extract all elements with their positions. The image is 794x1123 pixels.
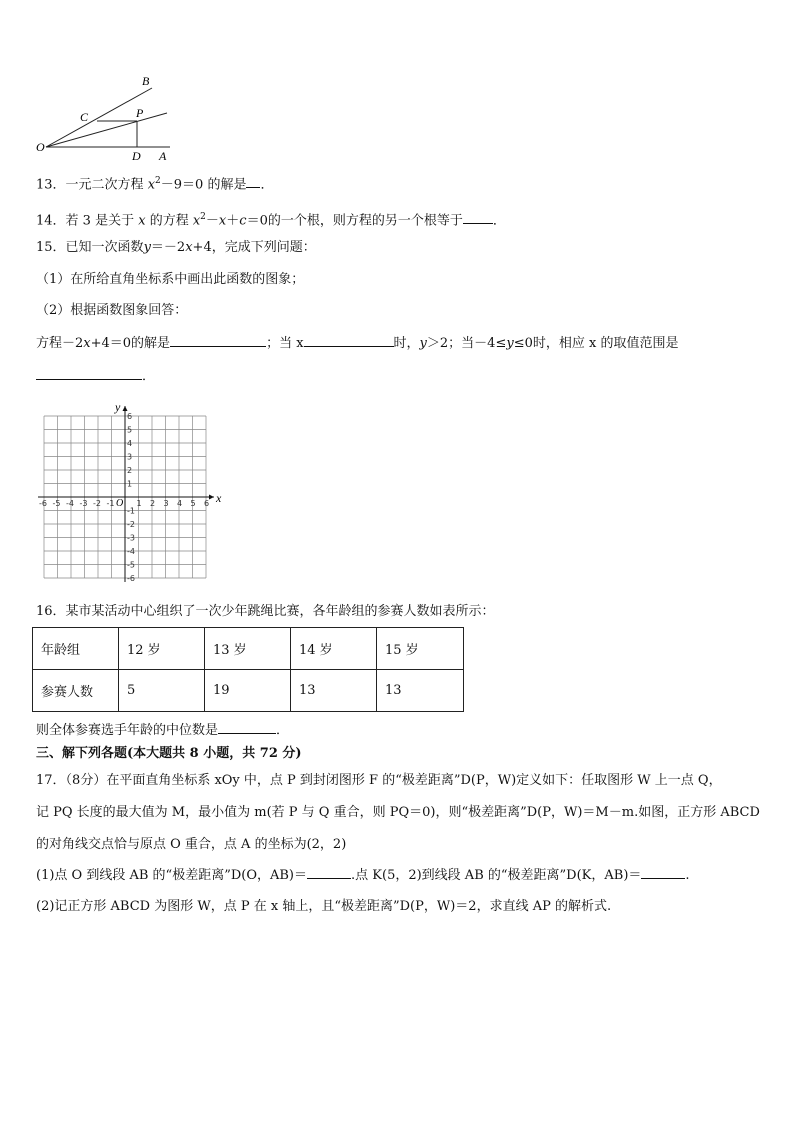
question-13: 13．一元二次方程 $x^2-9=0$ 的解是 ． (36, 176, 274, 193)
question-14: 14．若 3 是关于 x 的方程 $x^2-x+c=0$的一个根，则方程的另一个根等于 ． (36, 212, 506, 229)
x-tick-label: 4 (177, 499, 183, 508)
y-tick-label: 6 (127, 412, 133, 421)
answer-blank[interactable] (246, 174, 260, 188)
y-tick-label: 5 (127, 425, 133, 435)
x-tick-label: -1 (106, 499, 115, 508)
y-tick-label: 1 (127, 479, 133, 489)
table-cell: 参赛人数 (33, 670, 119, 712)
question-17-line-1: 17．（8分）在平面直角坐标系 xOy 中，点 P 到封闭图形 F 的“极差距离”D(P，W)定义如下：任取图形 W 上一点 Q， (36, 773, 722, 788)
y-axis-label: y (115, 400, 121, 414)
table-cell: 13 (377, 670, 464, 712)
question-17-line-3: 的对角线交点恰与原点 O 重合，点 A 的坐标为(2，2) (36, 837, 347, 852)
label-d: D (132, 149, 141, 163)
y-tick-label: -1 (127, 506, 135, 516)
answer-blank[interactable] (36, 366, 142, 380)
x-tick-label: 6 (204, 499, 210, 508)
x-tick-label: -5 (52, 499, 61, 508)
table-cell: 13 (291, 670, 377, 712)
x-tick-label: -3 (79, 499, 88, 508)
answer-blank[interactable] (463, 210, 493, 224)
x-axis-arrow (209, 495, 214, 500)
question-17-part1: (1)点 O 到线段 AB 的“极差距离”D(O，AB)＝ .点 K(5，2)到线段 AB 的“极差距离”D(K，AB)＝ . (36, 865, 690, 885)
x-axis-label: x (216, 491, 222, 505)
y-tick-label: -3 (127, 533, 135, 543)
x-tick-label: 3 (163, 499, 169, 508)
table-cell: 15 岁 (377, 628, 464, 670)
x-tick-label: 2 (150, 499, 156, 508)
section-3-title: 三、解下列各题(本大题共 8 小题，共 72 分) (36, 746, 302, 761)
geometry-figure (30, 70, 180, 165)
label-b: B (142, 74, 150, 88)
table-row (33, 670, 464, 712)
origin-label: O (116, 498, 124, 509)
y-tick-label: -4 (127, 547, 135, 556)
y-tick-label: -2 (127, 520, 135, 529)
x-tick-label: -6 (39, 499, 47, 508)
coordinate-grid (30, 395, 230, 585)
label-c: C (80, 110, 89, 124)
label-o: O (36, 140, 45, 154)
x-tick-label: 5 (190, 499, 196, 508)
table-cell: 年龄组 (33, 628, 119, 670)
question-15-answer-line-2: ． (36, 366, 155, 386)
label-a: A (159, 149, 167, 163)
answer-blank[interactable] (304, 333, 394, 347)
x-tick-label: -4 (66, 499, 74, 508)
table-cell: 12 岁 (119, 628, 205, 670)
label-p: P (136, 106, 144, 120)
y-tick-label: 3 (127, 452, 133, 462)
y-tick-label: 2 (127, 466, 133, 475)
table-row (33, 628, 464, 670)
answer-blank[interactable] (641, 865, 685, 879)
answer-blank[interactable] (170, 333, 266, 347)
question-17-part2: (2)记正方形 ABCD 为图形 W，点 P 在 x 轴上，且“极差距离”D(P，W)＝2，求直线 AP 的解析式. (36, 899, 612, 914)
x-tick-label: 1 (136, 499, 142, 508)
question-15-answer-line: 方程－2x+4＝0的解是 ；当 x 时，y＞2；当－4≤y≤0时，相应 x 的取值范围是 (36, 333, 678, 353)
y-tick-label: 4 (127, 439, 133, 448)
question-15-part1: （1）在所给直角坐标系中画出此函数的图象； (36, 272, 305, 287)
table-cell: 14 岁 (291, 628, 377, 670)
question-15-part2: （2）根据函数图象回答： (36, 303, 188, 318)
question-16: 16．某市某活动中心组织了一次少年跳绳比赛，各年龄组的参赛人数如表所示： (36, 604, 495, 619)
answer-blank[interactable] (307, 865, 351, 879)
question-17-line-2: 记 PQ 长度的最大值为 M，最小值为 m(若 P 与 Q 重合，则 PQ＝0)，则“极差距离”D(P，W)＝M－m.如图，正方形 ABCD (36, 805, 760, 820)
question-15: 15．已知一次函数y＝－2x+4，完成下列问题： (36, 240, 316, 255)
age-group-table (32, 627, 464, 712)
question-16-answer: 则全体参赛选手年龄的中位数是 ． (36, 720, 289, 740)
ray-oa (46, 113, 167, 147)
x-tick-label: -2 (93, 499, 101, 508)
table-cell: 5 (119, 670, 205, 712)
y-axis-arrow (123, 406, 128, 411)
y-tick-label: -6 (127, 574, 135, 583)
table-cell: 19 (205, 670, 291, 712)
answer-blank[interactable] (218, 720, 276, 734)
y-tick-label: -5 (127, 560, 135, 570)
table-cell: 13 岁 (205, 628, 291, 670)
